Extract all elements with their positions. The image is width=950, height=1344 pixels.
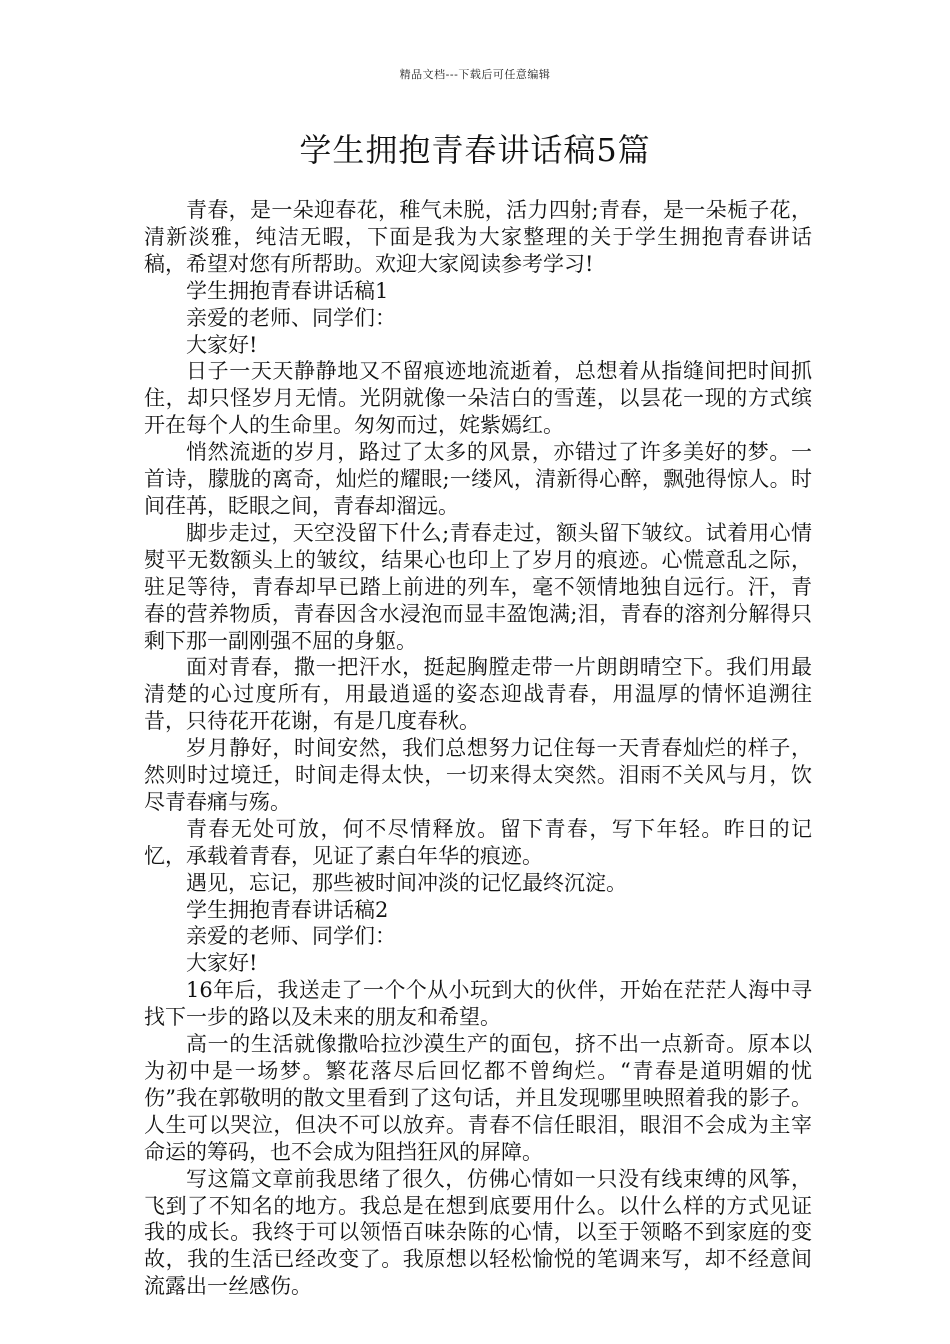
- salutation: 亲爱的老师、同学们：: [186, 924, 396, 949]
- header-note: 精品文档---下载后可任意编辑: [399, 68, 551, 81]
- paragraph: 脚步走过，天空没留下什么;青春走过，额头留下皱纹。试着用心情熨平无数额头上的皱纹，结果心也印上了岁月的痕迹。心慌意乱之际，驻足等待，青春却早已踏上前进的列车，毫不领情地独自远行。汗，青春的营养物质，青春因含水浸泡而显丰盈饱满;泪，青春的溶剂分解得只剩下那一副刚强不屈的身躯。: [144, 520, 812, 653]
- greeting: 大家好!: [186, 951, 258, 976]
- paragraph: 16年后，我送走了一个个从小玩到大的伙伴，开始在茫茫人海中寻找下一步的路以及未来的朋友和希望。: [144, 978, 812, 1030]
- salutation: 亲爱的老师、同学们：: [186, 305, 396, 330]
- section-heading: 学生拥抱青春讲话稿1: [186, 278, 389, 303]
- paragraph: 岁月静好，时间安然，我们总想努力记住每一天青春灿烂的样子，然则时过境迁，时间走得太快，一切来得太突然。泪雨不关风与月，饮尽青春痛与殇。: [144, 736, 812, 814]
- document-body: [144, 197, 812, 1300]
- paragraph: 青春无处可放，何不尽情释放。留下青春，写下年轻。昨日的记忆，承载着青春，见证了素白年华的痕迹。: [144, 816, 812, 868]
- document-title: 学生拥抱青春讲话稿5篇: [299, 131, 651, 169]
- paragraph: 高一的生活就像撒哈拉沙漠生产的面包，挤不出一点新奇。原本以为初中是一场梦。繁花落尽后回忆都不曾绚烂。“青春是道明媚的忧伤”我在郭敬明的散文里看到了这句话，并且发现哪里映照着我的影子。人生可以哭泣，但决不可以放弃。青春不信任眼泪，眼泪不会成为主宰命运的筹码，也不会成为阻挡狂风的屏障。: [144, 1032, 812, 1164]
- paragraph: 写这篇文章前我思绪了很久，仿佛心情如一只没有线束缚的风筝，飞到了不知名的地方。我总是在想到底要用什么。以什么样的方式见证我的成长。我终于可以领悟百味杂陈的心情，以至于领略不到家庭的变故，我的生活已经改变了。我原想以轻松愉悦的笔调来写，却不经意间流露出一丝感伤。: [144, 1166, 812, 1299]
- paragraph: 青春，是一朵迎春花，稚气未脱，活力四射;青春，是一朵栀子花，清新淡雅，纯洁无暇，下面是我为大家整理的关于学生拥抱青春讲话稿，希望对您有所帮助。欢迎大家阅读参考学习!: [144, 198, 812, 276]
- paragraph: 遇见，忘记，那些被时间冲淡的记忆最终沉淀。: [186, 870, 627, 895]
- greeting: 大家好!: [186, 332, 258, 357]
- paragraph: 日子一天天静静地又不留痕迹地流逝着，总想着从指缝间把时间抓住，却只怪岁月无情。光阴就像一朵洁白的雪莲，以昙花一现的方式缤开在每个人的生命里。匆匆而过，姹紫嫣红。: [144, 359, 812, 438]
- paragraph: 悄然流逝的岁月，路过了太多的风景，亦错过了许多美好的梦。一首诗，朦胧的离奇，灿烂的耀眼;一缕风，清新得心醉，飘弛得惊人。时间荏苒，眨眼之间，青春却溜远。: [144, 440, 812, 518]
- section-heading: 学生拥抱青春讲话稿2: [186, 897, 389, 922]
- paragraph: 面对青春，撒一把汗水，挺起胸膛走带一片朗朗晴空下。我们用最清楚的心过度所有，用最逍遥的姿态迎战青春，用温厚的情怀追溯往昔，只待花开花谢，有是几度春秋。: [144, 655, 812, 734]
